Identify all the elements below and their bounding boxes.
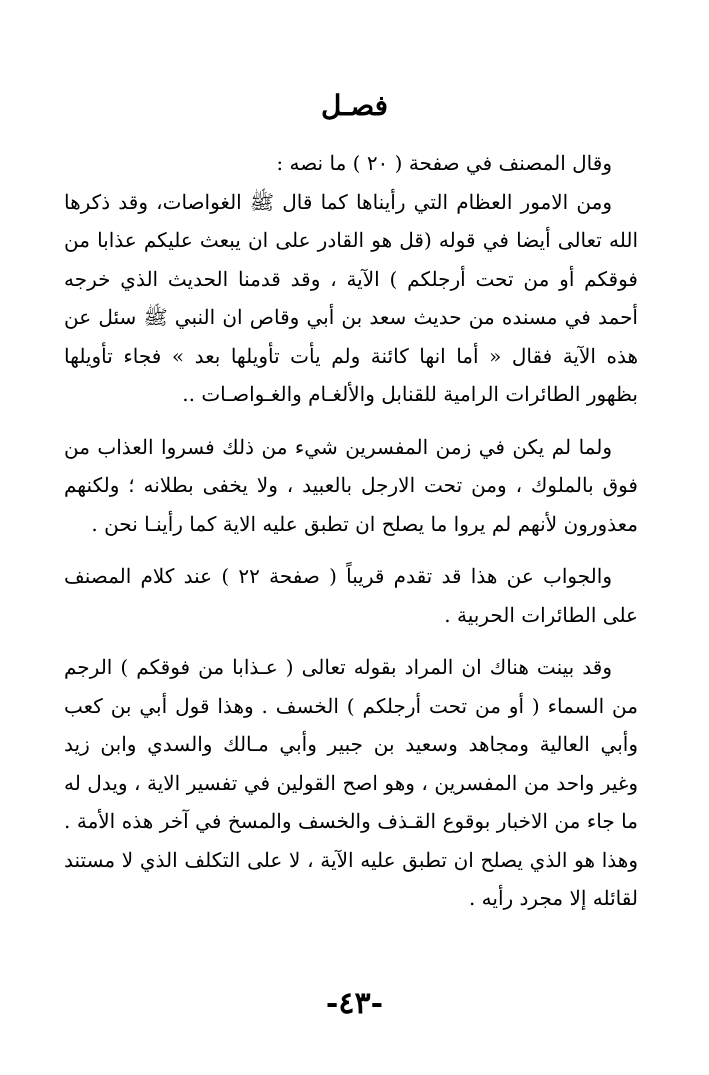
paragraph-answer: والجواب عن هذا قد تقدم قريباً ( صفحة ٢٢ ) عند كلام المصنف على الطائرات الحربية . [64, 564, 638, 627]
paragraph-author-claim: ومن الامور العظام التي رأيناها كما قال ﷺ الغواصات، وقد ذكرها الله تعالى أيضا في قوله (قل هو القادر على ان يبعث عليكم عذابا من فوقكم أو من تحت أرجلكم ) الآية ، وقد قدمنا الحديث الذي خرجه أحمد في مسنده من حديث سعد بن أبي وقاص ان النبي ﷺ سئل عن هذه الآية فقال « أما انها كائنة ولم يأت تأويلها بعد » فجاء تأويلها بظهور الطائرات الرامية للقنابل والألغـام والغـواصـات .. [64, 189, 638, 406]
page-number: -٤٣- [325, 986, 384, 1021]
paragraph-explanation: وقد بينت هناك ان المراد بقوله تعالى ( عـذابا من فوقكم ) الرجم من السماء ( أو من تحت أرجلكم ) الخسف . وهذا قول أبي بن كعب وأبي العالية ومجاهد وسعيد بن جبير وأبي مـالك والسدي وابن زيد وغير واحد من المفسرين ، وهو اصح القولين في تفسير الاية ، ويدل له ما جاء من الاخبار بوقوع القـذف والخسف والمسخ في آخر هذه الأمة . وهذا هو الذي يصلح ان تطبق عليه الآية ، لا على التكلف الذي لا مستند لقائله إلا مجرد رأيه . [64, 655, 638, 910]
section-title: فصـل [320, 89, 389, 122]
body-text [64, 144, 638, 918]
paragraph-interpreters: ولما لم يكن في زمن المفسرين شيء من ذلك فسروا العذاب من فوق بالملوك ، ومن تحت الارجل بالعبيد ، ولا يخفى بطلانه ؛ ولكنهم معذورون لأنهم لم يروا ما يصلح ان تطبق عليه الاية كما رأينـا نحن . [64, 434, 638, 536]
paragraph-intro: وقال المصنف في صفحة ( ٢٠ ) ما نصه : [276, 151, 612, 175]
